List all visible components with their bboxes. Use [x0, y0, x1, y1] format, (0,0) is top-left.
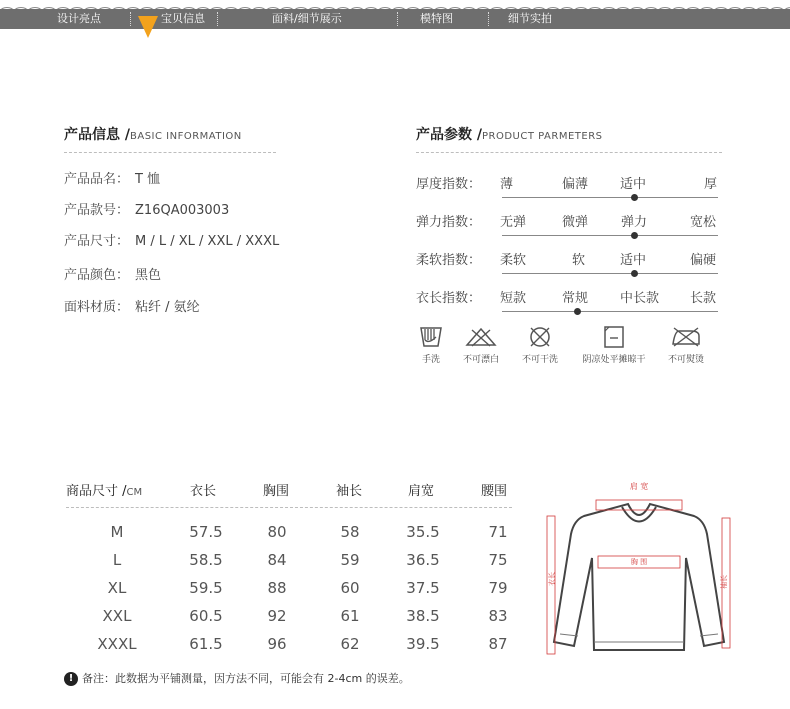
- care-no-bleach: [457, 326, 505, 365]
- size-cell: 35.5: [406, 523, 440, 541]
- size-cell: 88: [267, 579, 287, 597]
- garment-measure-diagram: [544, 474, 734, 664]
- size-name: L: [112, 551, 122, 569]
- size-name: M: [110, 523, 124, 541]
- sleeve-label: 袖长: [720, 575, 728, 589]
- column-header: 衣长: [190, 484, 217, 499]
- care-label: 阴凉处平摊晾干: [582, 355, 646, 365]
- param-track: [502, 311, 718, 312]
- info-value: 粘纤 / 氨纶: [135, 300, 200, 315]
- size-name: XXXL: [97, 635, 137, 653]
- info-value: M / L / XL / XXL / XXXL: [135, 234, 280, 249]
- size-table-unit: CM: [126, 487, 143, 498]
- size-cell: 87: [488, 635, 508, 653]
- column-header: 腰围: [481, 484, 508, 499]
- size-cell: 59.5: [189, 579, 223, 597]
- divider: [66, 507, 512, 508]
- param-label: 厚度指数：: [416, 177, 482, 192]
- size-cell: 60.5: [189, 607, 223, 625]
- param-option: 适中: [620, 177, 647, 192]
- care-label: 手洗: [421, 355, 440, 365]
- info-value: 黑色: [135, 268, 162, 283]
- dry-flat-shade-icon: [602, 326, 626, 348]
- product-info-title: [64, 124, 242, 144]
- info-row-style-number: [64, 199, 229, 218]
- size-cell: 96: [267, 635, 287, 653]
- param-option: 中长款: [620, 291, 660, 306]
- divider: [64, 152, 276, 153]
- info-row-color: [64, 264, 161, 283]
- care-dry-flat-shade: [576, 326, 652, 365]
- size-cell: 60: [340, 579, 360, 597]
- info-label: 面料材质：: [64, 300, 130, 315]
- size-cell: 38.5: [406, 607, 440, 625]
- no-bleach-icon: [464, 326, 498, 348]
- size-name: XXL: [102, 607, 132, 625]
- tab-model-photos[interactable]: 模特图: [420, 12, 453, 25]
- hand-wash-icon: [419, 326, 443, 348]
- tab-fabric-details[interactable]: 面料/细节展示: [272, 12, 342, 25]
- info-label: 产品尺寸：: [64, 234, 130, 249]
- param-row-elasticity: [416, 211, 722, 231]
- tab-design-highlights[interactable]: 设计亮点: [57, 12, 101, 25]
- size-cell: 61: [340, 607, 360, 625]
- info-row-sizes: [64, 230, 279, 249]
- size-cell: 75: [488, 551, 508, 569]
- param-label: 弹力指数：: [416, 215, 482, 230]
- size-name: XL: [107, 579, 127, 597]
- size-cell: 37.5: [406, 579, 440, 597]
- param-option: 偏薄: [562, 177, 589, 192]
- info-row-material: [64, 296, 200, 315]
- care-label: 不可熨烫: [667, 355, 704, 365]
- top-chain-border: [0, 0, 790, 9]
- size-cell: 59: [340, 551, 360, 569]
- param-track: [502, 197, 718, 198]
- info-value: T 恤: [135, 172, 161, 187]
- size-cell: 39.5: [406, 635, 440, 653]
- size-cell: 79: [488, 579, 508, 597]
- param-indicator: [631, 194, 638, 201]
- size-cell: 57.5: [189, 523, 223, 541]
- param-option: 偏硬: [690, 253, 717, 268]
- param-indicator: [574, 308, 581, 315]
- sweater-outline: [554, 504, 724, 650]
- param-row-softness: [416, 249, 722, 269]
- nav-separator: [130, 12, 131, 26]
- param-option: 常规: [562, 291, 589, 306]
- chest-label: 胸 围: [630, 558, 648, 566]
- active-tab-arrow: [138, 16, 158, 38]
- no-dry-clean-icon: [528, 326, 552, 348]
- column-header: 胸围: [263, 484, 290, 499]
- shoulder-label: 肩 宽: [629, 482, 649, 491]
- care-no-iron: [662, 326, 710, 365]
- info-row-name: [64, 168, 160, 187]
- param-indicator: [631, 270, 638, 277]
- product-params-title: [416, 124, 603, 144]
- info-label: 产品款号：: [64, 203, 130, 218]
- divider: [416, 152, 722, 153]
- size-cell: 58.5: [189, 551, 223, 569]
- size-cell: 83: [488, 607, 508, 625]
- size-cell: 84: [267, 551, 287, 569]
- param-option: 短款: [500, 291, 527, 306]
- param-option: 适中: [620, 253, 647, 268]
- param-option: 无弹: [500, 215, 527, 230]
- size-table-title: [66, 480, 142, 499]
- param-option: 柔软: [500, 253, 527, 268]
- no-iron-icon: [669, 326, 703, 348]
- product-info-subtitle: BASIC INFORMATION: [130, 131, 242, 142]
- size-cell: 58: [340, 523, 360, 541]
- param-indicator: [631, 232, 638, 239]
- size-cell: 61.5: [189, 635, 223, 653]
- length-label: 衣长: [548, 572, 556, 586]
- tab-detail-photos[interactable]: 细节实拍: [508, 12, 552, 25]
- care-hand-wash: [412, 326, 450, 365]
- nav-separator: [397, 12, 398, 26]
- size-table-title-text: 商品尺寸 /: [66, 484, 127, 499]
- product-params-subtitle: PRODUCT PARMETERS: [482, 131, 603, 142]
- param-option: 宽松: [690, 215, 717, 230]
- nav-separator: [217, 12, 218, 26]
- size-cell: 62: [340, 635, 360, 653]
- size-cell: 36.5: [406, 551, 440, 569]
- param-track: [502, 273, 718, 274]
- warning-icon: !: [64, 672, 78, 686]
- info-label: 产品颜色：: [64, 268, 130, 283]
- param-option: 微弹: [562, 215, 589, 230]
- info-value: Z16QA003003: [135, 203, 230, 218]
- column-header: 肩宽: [408, 484, 435, 499]
- param-track: [502, 235, 718, 236]
- param-label: 衣长指数：: [416, 291, 482, 306]
- param-option: 薄: [500, 177, 514, 192]
- nav-separator: [488, 12, 489, 26]
- care-label: 不可漂白: [462, 355, 499, 365]
- size-cell: 71: [488, 523, 508, 541]
- param-option: 软: [572, 253, 586, 268]
- care-no-dry-clean: [516, 326, 564, 365]
- param-row-length: [416, 287, 722, 307]
- param-option: 弹力: [621, 215, 648, 230]
- care-label: 不可干洗: [521, 355, 558, 365]
- size-cell: 80: [267, 523, 287, 541]
- note-text: 备注：此数据为平铺测量，因方法不同，可能会有 2-4cm 的误差。: [82, 672, 410, 685]
- size-cell: 92: [267, 607, 287, 625]
- param-option: 长款: [690, 291, 717, 306]
- tab-product-info[interactable]: 宝贝信息: [161, 12, 205, 25]
- param-label: 柔软指数：: [416, 253, 482, 268]
- info-label: 产品品名：: [64, 172, 130, 187]
- column-header: 袖长: [336, 484, 363, 499]
- param-option: 厚: [704, 177, 718, 192]
- nav-bar: [0, 9, 790, 29]
- param-row-thickness: [416, 173, 722, 193]
- measurement-note: [64, 670, 410, 686]
- product-info-title-text: 产品信息 /: [64, 127, 130, 143]
- product-params-title-text: 产品参数 /: [416, 127, 482, 143]
